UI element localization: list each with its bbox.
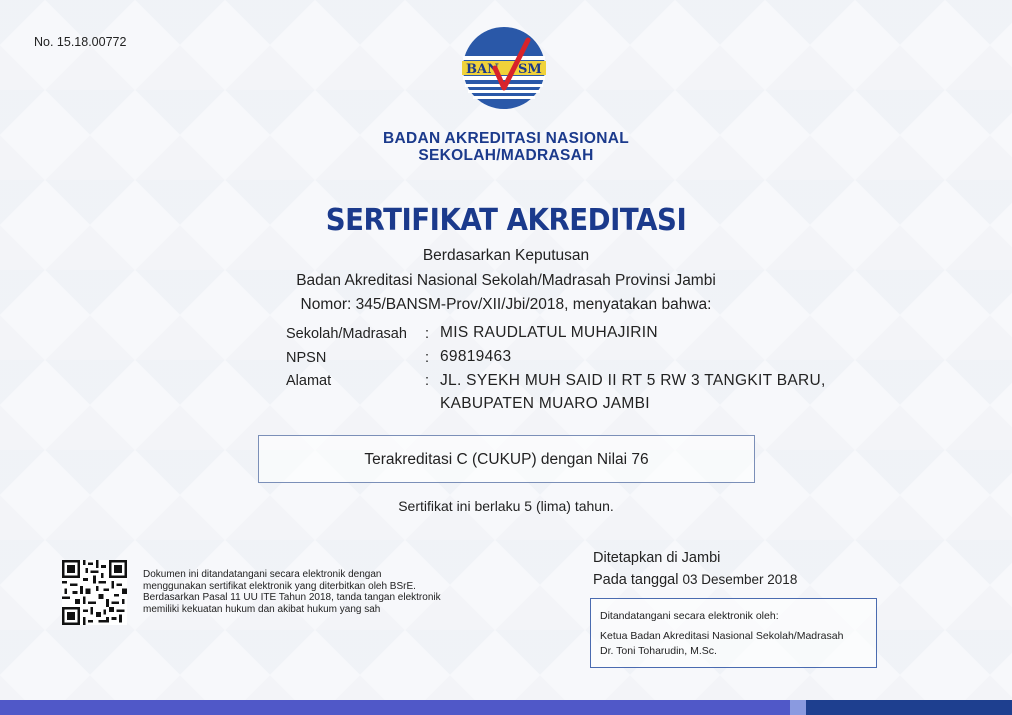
footer-bar-middle [790,700,806,715]
certificate-number: No. 15.18.00772 [34,35,127,49]
footer-bar-left [0,700,790,715]
place-value: Jambi [681,550,721,566]
npsn-value: 69819463 [440,348,512,365]
intro-line1: Berdasarkan Keputusan [422,247,590,264]
date-label: Pada tanggal [593,572,679,588]
school-label: Sekolah/Madrasah [286,326,407,342]
school-value: MIS RAUDLATUL MUHAJIRIN [440,324,658,341]
place-label: Ditetapkan di [593,550,678,566]
signatory-name: Dr. Toni Toharudin, M.Sc. [600,645,717,657]
disclaimer-line1: Dokumen ini ditandatangani secara elektronik dengan [143,569,382,580]
date-value: 03 Desember 2018 [682,572,798,587]
address-line1: JL. SYEKH MUH SAID II RT 5 RW 3 TANGKIT BARU, [440,372,826,389]
disclaimer-line4: memiliki kekuatan hukum dan akibat hukum yang sah [143,603,381,615]
disclaimer-line3: Berdasarkan Pasal 11 UU ITE Tahun 2018, tanda tangan elektronik [143,592,441,603]
intro-line2: Badan Akreditasi Nasional Sekolah/Madrasah Provinsi Jambi [296,272,716,289]
logo-text-left: BAN [466,62,499,77]
electronic-signature-disclaimer [143,569,473,615]
signature-heading: Ditandatangani secara elektronik oleh: [600,610,779,622]
signatory-position: Ketua Badan Akreditasi Nasional Sekolah/Madrasah [600,630,844,642]
qr-code-icon [62,560,127,625]
bansm-logo-icon [462,26,546,110]
address-label: Alamat [286,373,332,389]
school-colon: : [425,326,430,342]
footer-bar-right [806,700,1012,715]
intro-line3: Nomor: 345/BANSM-Prov/XII/Jbi/2018, menyatakan bahwa: [300,296,712,313]
disclaimer-line2: menggunakan sertifikat elektronik yang diterbitkan oleh BSrE. [143,580,416,592]
npsn-colon: : [425,350,430,366]
address-colon: : [425,373,430,389]
issued-date [593,572,797,588]
address-line2: KABUPATEN MUARO JAMBI [440,395,650,412]
organization-line2: SEKOLAH/MADRASAH [418,147,594,164]
logo-text-right: SM [518,62,542,77]
accreditation-result: Terakreditasi C (CUKUP) dengan Nilai 76 [364,451,649,468]
validity-text: Sertifikat ini berlaku 5 (lima) tahun. [398,498,614,514]
issued-place [593,550,720,566]
certificate-title: SERTIFIKAT AKREDITASI [325,203,687,238]
organization-line1: BADAN AKREDITASI NASIONAL [382,130,630,147]
npsn-label: NPSN [286,350,327,366]
